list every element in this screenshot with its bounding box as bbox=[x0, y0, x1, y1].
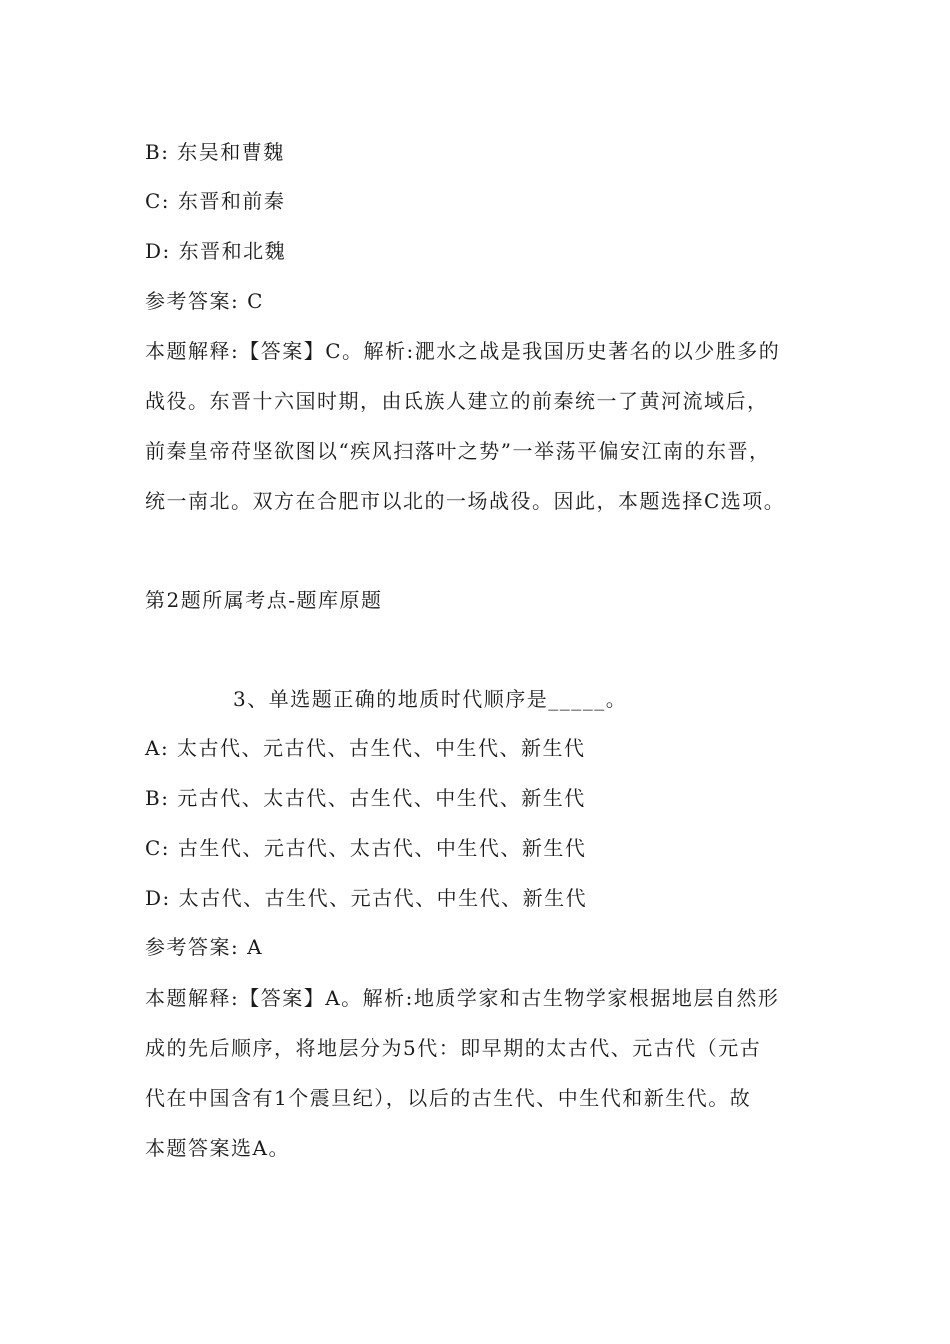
q3-option-c: C: 古生代、元古代、太古代、中生代、新生代 bbox=[145, 836, 587, 860]
q3-explanation-line: 本题答案选A。 bbox=[145, 1136, 290, 1160]
q3-explanation-line: 本题解释:【答案】A。解析:地质学家和古生物学家根据地层自然形 bbox=[145, 986, 780, 1010]
q3-explanation-line: 成的先后顺序，将地层分为5代：即早期的太古代、元古代（元古 bbox=[145, 1036, 762, 1060]
q2-explanation-line: 统一南北。双方在合肥市以北的一场战役。因此，本题选择C选项。 bbox=[145, 489, 786, 513]
q2-knowledge-point: 第2题所属考点-题库原题 bbox=[145, 588, 383, 612]
q2-explanation-line: 本题解释:【答案】C。解析:淝水之战是我国历史著名的以少胜多的 bbox=[145, 339, 781, 363]
q3-option-b: B: 元古代、太古代、古生代、中生代、新生代 bbox=[145, 786, 586, 810]
q3-option-a: A: 太古代、元古代、古生代、中生代、新生代 bbox=[145, 736, 586, 760]
q2-option-d: D: 东晋和北魏 bbox=[145, 239, 287, 263]
q2-explanation-line: 战役。东晋十六国时期，由氐族人建立的前秦统一了黄河流域后， bbox=[145, 389, 769, 413]
q2-option-b: B: 东吴和曹魏 bbox=[145, 140, 285, 164]
q3-explanation-line: 代在中国含有1个震旦纪），以后的古生代、中生代和新生代。故 bbox=[145, 1086, 752, 1110]
q2-explanation bbox=[145, 326, 825, 526]
q3-answer: 参考答案: A bbox=[145, 935, 264, 959]
q2-option-c: C: 东晋和前秦 bbox=[145, 189, 286, 213]
q3-option-d: D: 太古代、古生代、元古代、中生代、新生代 bbox=[145, 886, 588, 910]
q3-question: 3、单选题正确的地质时代顺序是_____。 bbox=[233, 687, 628, 711]
q2-answer: 参考答案: C bbox=[145, 289, 264, 313]
q2-explanation-line: 前秦皇帝苻坚欲图以“疾风扫落叶之势”一举荡平偏安江南的东晋， bbox=[145, 439, 771, 463]
q3-explanation bbox=[145, 973, 825, 1173]
